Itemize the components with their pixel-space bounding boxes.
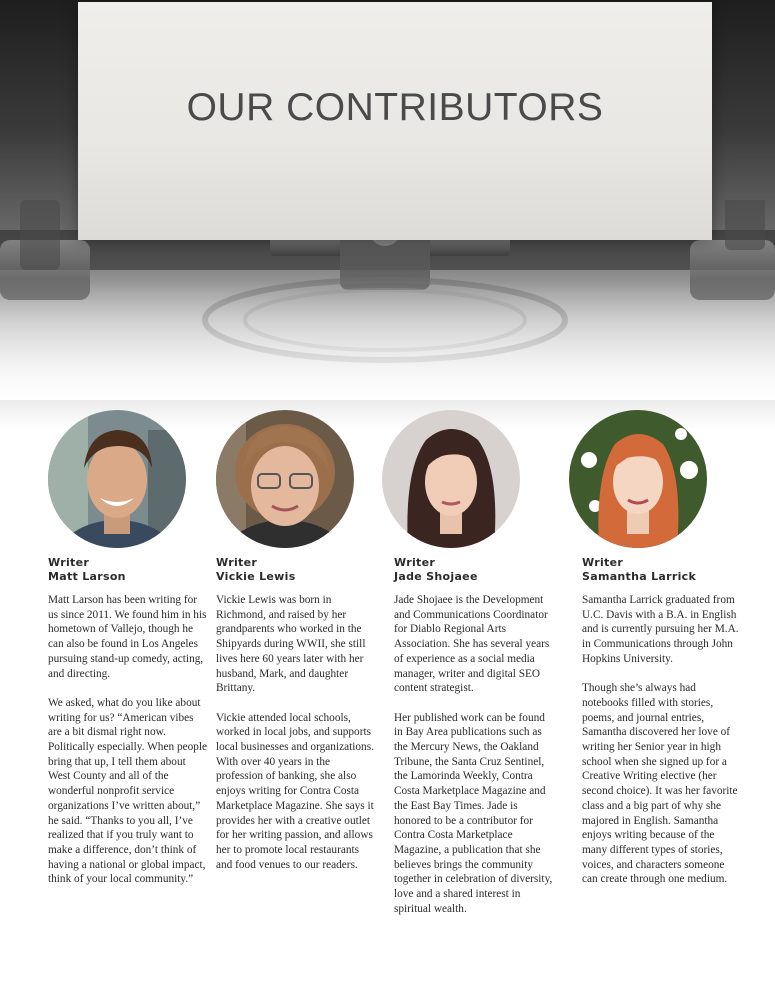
- bio-paragraph: Her published work can be found in Bay Area publications such as the Mercury News, the Oakland Tribune, the Santa Cruz Sentinel, the Lamorinda Weekly, Contra Costa Marketplace Magazine and the East Bay Times. Jade is honored to be a contributor for Contra Costa Marketplace Magazine, a publication that she believes brings the community together in celebration of diversity, love and a shared interest in spiritual wealth.: [394, 711, 553, 915]
- bio-paragraph: Vickie attended local schools, worked in local jobs, and supports local businesses and organizations. With over 40 years in the profession of banking, she also enjoys writing for Contra Costa Marketplace Magazine. She says it provides her with a creative outlet for her writing passion, and allows her to promote local restaurants and food venues to our readers.: [216, 711, 374, 871]
- contributor-name: Jade Shojaee: [394, 570, 478, 583]
- bio-paragraph: Matt Larson has been writing for us since 2011. We found him in his hometown of Vallejo, though he can also be found in Los Angeles pursuing stand-up comedy, acting, and directing.: [48, 594, 207, 680]
- bio-paragraph: Vickie Lewis was born in Richmond, and raised by her grandparents who worked in the Shipyards during WWII, she still lives here 60 years later with her husband, Mark, and daughter Brittany.: [216, 594, 366, 695]
- bio-paragraph: Samantha Larrick graduated from U.C. Davis with a B.A. in English and is currently pursuing her M.A. in Communications through John Hopkins University.: [582, 594, 739, 665]
- contributor-bio: [216, 593, 376, 887]
- avatar: [569, 410, 707, 548]
- woman-portrait-glasses-icon: [216, 410, 354, 548]
- contributor-bio: [394, 593, 554, 931]
- contributor-name: Vickie Lewis: [216, 570, 296, 583]
- contributor-role: Writer: [48, 556, 90, 569]
- contributor-bio: [582, 593, 742, 902]
- contributor-bio: [48, 593, 208, 902]
- contributor-role: Writer: [394, 556, 436, 569]
- avatar: [216, 410, 354, 548]
- contributor-role: Writer: [216, 556, 258, 569]
- woman-portrait-dark-hair-icon: [382, 410, 520, 548]
- bio-paragraph: Though she’s always had notebooks filled with stories, poems, and journal entries, Samantha discovered her love of writing her Senior year in high school when she signed up for a Creative Writing elective (her second choice). It was her favorite class and a big part of why she majored in English. Samantha enjoys writing because of the many different types of stories, voices, and characters someone can create through one medium.: [582, 682, 738, 886]
- woman-portrait-red-hair-icon: [569, 410, 707, 548]
- contributor-name: Samantha Larrick: [582, 570, 697, 583]
- contributor-name: Matt Larson: [48, 570, 126, 583]
- bio-paragraph: Jade Shojaee is the Development and Communications Coordinator for Diablo Regional Arts Association. She has several years of experience as a social media manager, writer and digital SEO content strategist.: [394, 594, 550, 695]
- hero-banner: [0, 0, 775, 430]
- page-title: OUR CONTRIBUTORS: [186, 86, 604, 129]
- avatar: [382, 410, 520, 548]
- contributor-role: Writer: [582, 556, 624, 569]
- paper-sheet: [78, 2, 712, 240]
- avatar: [48, 410, 186, 548]
- man-portrait-icon: [48, 410, 186, 548]
- bio-paragraph: We asked, what do you like about writing for us? “American vibes are a bit dismal right now. Politically especially. When people bring that up, I tell them about West County and all of the wonderful nonprofit service organizations I’ve written about,” he said. “Thanks to you all, I’ve realized that if you truly want to make a difference, don’t think of having a national or global impact, think of your local community.”: [48, 696, 208, 886]
